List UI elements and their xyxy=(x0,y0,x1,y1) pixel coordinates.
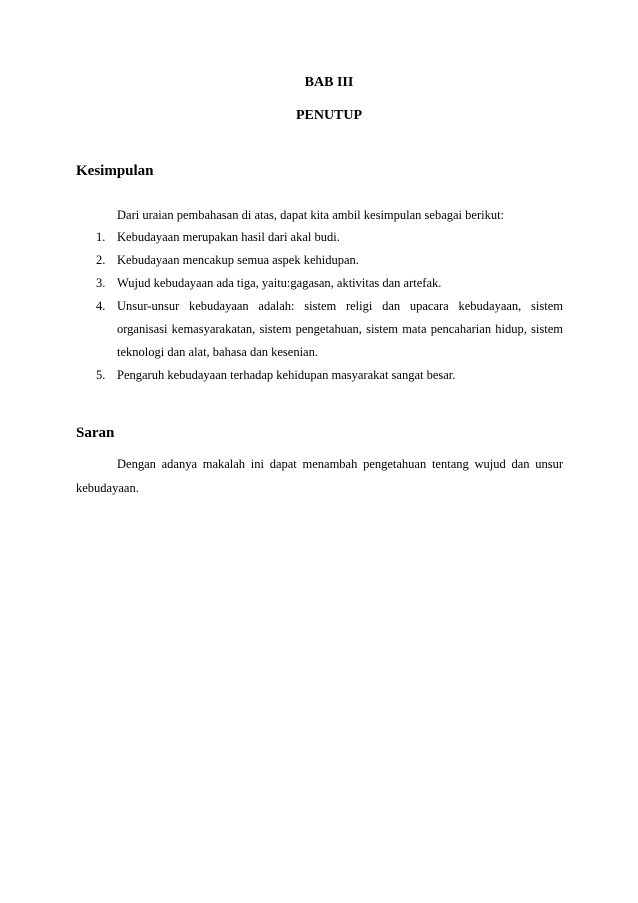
kesimpulan-list xyxy=(76,226,563,387)
list-item xyxy=(76,272,563,295)
list-item-text: Wujud kebudayaan ada tiga, yaitu:gagasan, aktivitas dan artefak. xyxy=(117,276,442,290)
list-item-text: Kebudayaan mencakup semua aspek kehidupan. xyxy=(117,253,359,267)
list-item xyxy=(76,364,563,387)
list-item-number: 1. xyxy=(96,230,106,244)
saran-paragraph: Dengan adanya makalah ini dapat menambah pengetahuan tentang wujud dan unsur kebudayaan. xyxy=(76,457,563,495)
list-item-number: 2. xyxy=(96,253,106,267)
list-item-text: Unsur-unsur kebudayaan adalah: sistem religi dan upacara kebudayaan, sistem organisasi kemasyarakatan, sistem pengetahuan, sistem mata pencaharian hidup, sistem teknologi dan alat, bahasa dan kesenian. xyxy=(117,299,563,359)
saran-heading: Saran xyxy=(76,425,115,441)
chapter-number: BAB III xyxy=(304,75,354,90)
list-item-number: 3. xyxy=(96,276,106,290)
chapter-title: PENUTUP xyxy=(295,108,363,123)
kesimpulan-intro: Dari uraian pembahasan di atas, dapat kita ambil kesimpulan sebagai berikut: xyxy=(117,208,505,222)
kesimpulan-heading: Kesimpulan xyxy=(76,163,154,179)
list-item xyxy=(76,226,563,249)
list-item-text: Pengaruh kebudayaan terhadap kehidupan masyarakat sangat besar. xyxy=(117,368,456,382)
list-item-text: Kebudayaan merupakan hasil dari akal budi. xyxy=(117,230,340,244)
list-item-number: 4. xyxy=(96,299,106,313)
list-item xyxy=(76,295,563,364)
list-item xyxy=(76,249,563,272)
list-item-number: 5. xyxy=(96,368,106,382)
